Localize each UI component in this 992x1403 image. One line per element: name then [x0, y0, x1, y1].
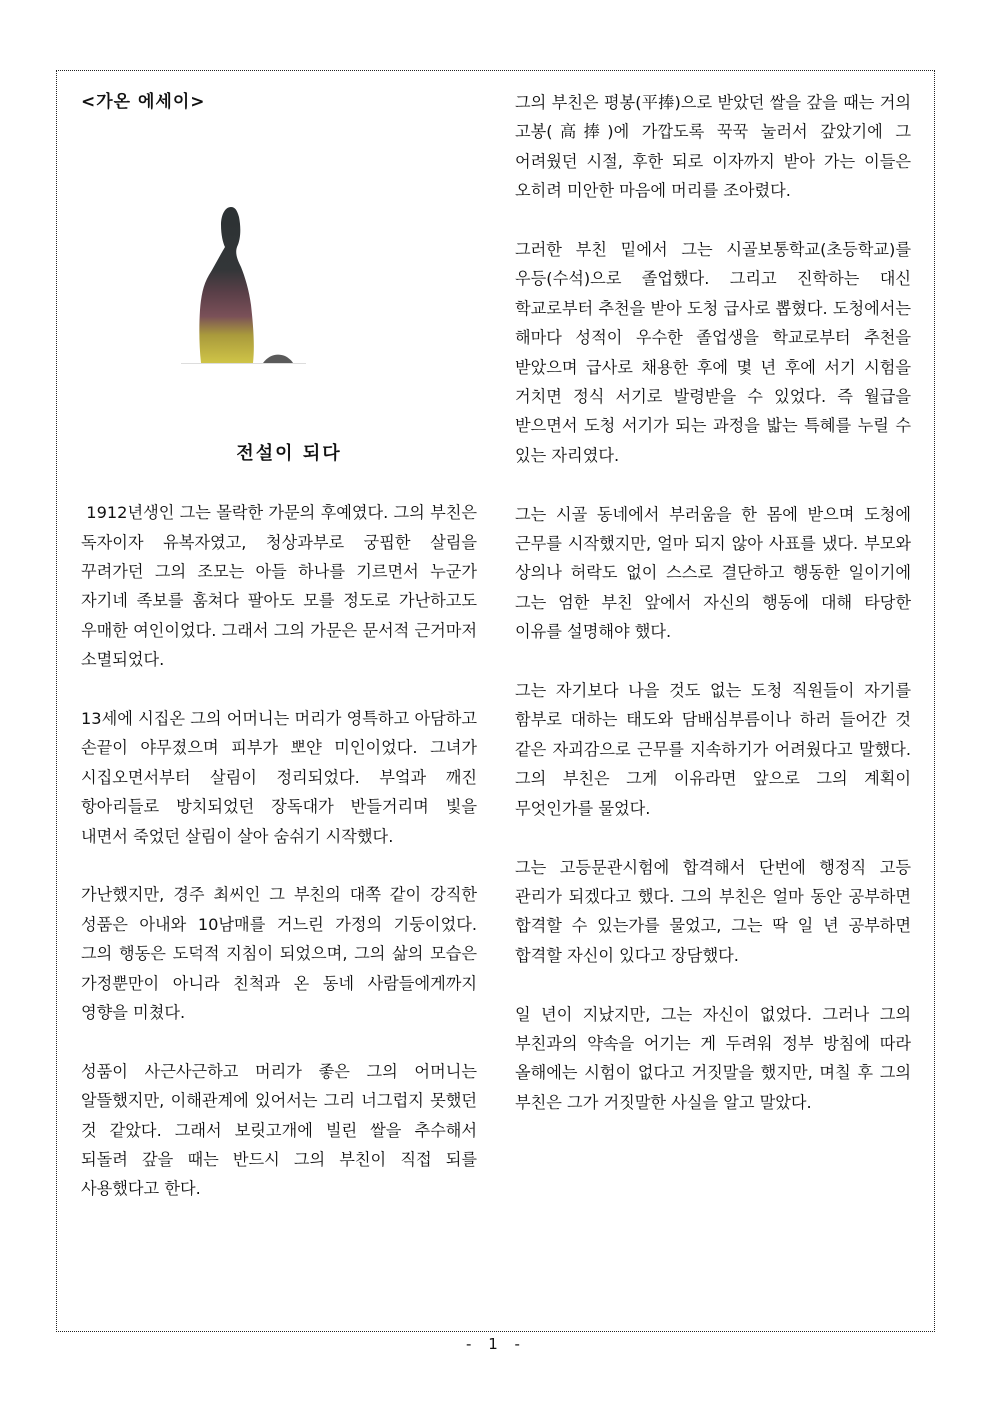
paragraph: 가난했지만, 경주 최씨인 그 부친의 대쪽 같이 강직한 성품은 아내와 10남매를 거느린 가정의 기둥이었다. 그의 행동은 도덕적 지침이 되었으며, 그의 삶의 모습은 가정뿐만이 아니라 친척과 온 동네 사람들에게까지 영향을 미쳤다.	[81, 885, 477, 1023]
paragraph: 13세에 시집온 그의 어머니는 머리가 영특하고 아담하고 손끝이 야무졌으며 피부가 뽀얀 미인이었다. 그녀가 시집오면서부터 살림이 정리되었다. 부엌과 깨진 항아리들로 방치되었던 장독대가 반들거리며 빛을 내면서 죽었던 살림이 살아 숨쉬기 시작했다.	[81, 709, 477, 846]
paragraph: 그의 부친은 평봉(平捧)으로 받았던 쌀을 갚을 때는 거의 고봉(高捧)에 가깝도록 꾹꾹 눌러서 갚았기에 그 어려웠던 시절, 후한 되로 이자까지 받아 가는 이들은 오히려 미안한 마음에 머리를 조아렸다.	[515, 93, 911, 201]
ink-painting-figure-icon	[181, 205, 306, 365]
paragraph: 성품이 사근사근하고 머리가 좋은 그의 어머니는 알뜰했지만, 이해관계에 있어서는 그리 너그럽지 못했던 것 같았다. 그래서 보릿고개에 빌린 쌀을 추수해서 되돌려 갚을 때는 반드시 그의 부친이 직접 되를 사용했다고 한다.	[81, 1061, 477, 1199]
paragraph: 그는 고등문관시험에 합격해서 단번에 행정직 고등 관리가 되겠다고 했다. 그의 부친은 얼마 동안 공부하면 합격할 수 있는가를 물었고, 그는 딱 일 년 공부하면 합격할 자신이 있다고 장담했다.	[515, 857, 911, 965]
essay-title: 전설이 되다	[236, 443, 342, 465]
left-column	[81, 88, 477, 1233]
paragraph: 1912년생인 그는 몰락한 가문의 후예였다. 그의 부친은 독자이자 유복자였고, 청상과부로 궁핍한 살림을 꾸려가던 그의 조모는 아들 하나를 기르면서 누군가 자기네 족보를 훔쳐다 팔아도 모를 정도로 가난하고도 우매한 여인이었다. 그래서 그의 가문은 문서적 근거마저 소멸되었다.	[81, 503, 477, 670]
paragraph: 그는 자기보다 나을 것도 없는 도청 직원들이 자기를 함부로 대하는 태도와 담배심부름이나 하러 들어간 것 같은 자괴감으로 근무를 지속하기가 어려웠다고 말했다. 그의 부친은 그게 이유라면 앞으로 그의 계획이 무엇인가를 물었다.	[515, 681, 911, 818]
paragraph: 일 년이 지났지만, 그는 자신이 없었다. 그러나 그의 부친과의 약속을 어기는 게 두려워 정부 방침에 따라 올해에는 시험이 없다고 거짓말을 했지만, 며칠 후 그의 부친은 그가 거짓말한 사실을 알고 말았다.	[515, 1004, 911, 1112]
right-column	[515, 88, 911, 1147]
essay-series-label: <가온 에세이>	[81, 92, 206, 112]
paragraph: 그러한 부친 밑에서 그는 시골보통학교(초등학교)를 우등(수석)으로 졸업했다. 그리고 진학하는 대신 학교로부터 추천을 받아 도청 급사로 뽑혔다. 도청에서는 해마다 성적이 우수한 졸업생을 학교로부터 추천을 받았으며 급사로 채용한 후에 몇 년 후에 서기 시험을 거치면 정식 서기로 발령받을 수 있었다. 즉 월급을 받으면서 도청 서기가 되는 과정을 밟는 특혜를 누릴 수 있는 자리였다.	[515, 240, 911, 465]
page-number: - 1 -	[466, 1335, 526, 1353]
illustration-area	[81, 117, 477, 439]
paragraph: 그는 시골 동네에서 부러움을 한 몸에 받으며 도청에 근무를 시작했지만, 얼마 되지 않아 사표를 냈다. 부모와 상의나 허락도 없이 스스로 결단하고 행동한 일이기에 그는 엄한 부친 앞에서 자신의 행동에 대해 타당한 이유를 설명해야 했다.	[515, 504, 911, 642]
